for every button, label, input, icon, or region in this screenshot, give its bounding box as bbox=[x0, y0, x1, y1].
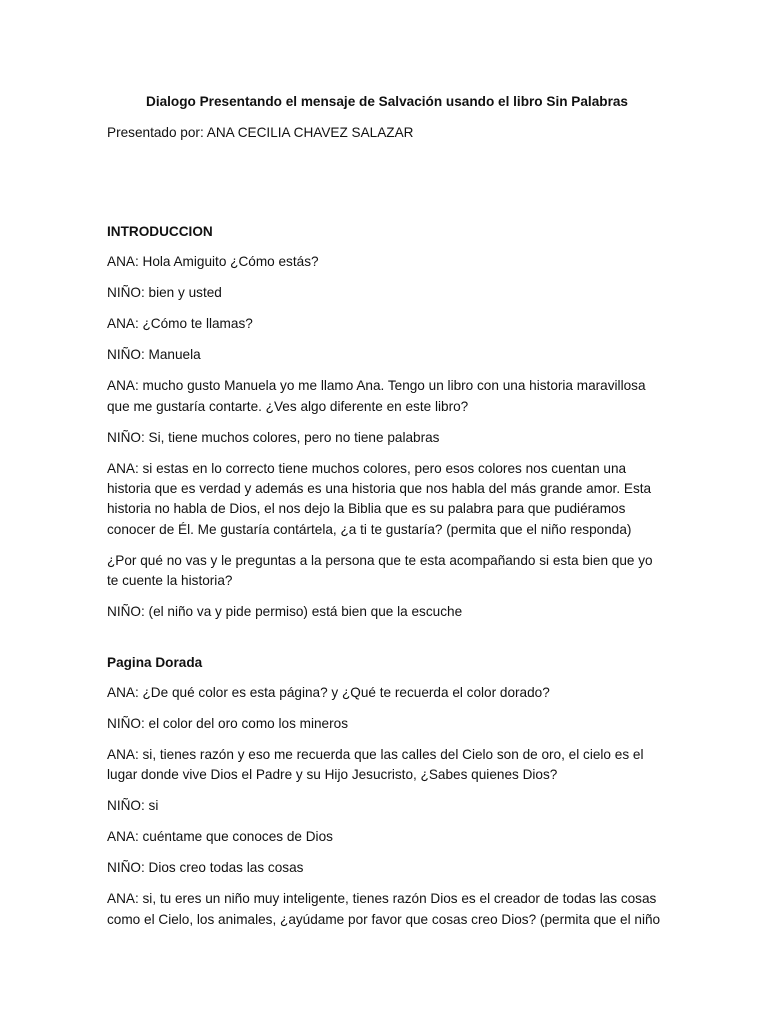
dialogue-line: ANA: ¿Cómo te llamas? bbox=[107, 316, 253, 332]
dialogue-line: NIÑO: el color del oro como los mineros bbox=[107, 716, 348, 732]
dialogue-line: ANA: cuéntame que conoces de Dios bbox=[107, 829, 333, 845]
dialogue-line: ANA: si estas en lo correcto tiene muchos colores, pero esos colores nos cuentan una historia que es verdad y además es una historia que nos habla del más grande amor. Esta historia no habla de Dios, el nos dejo la Biblia que es su palabra para que pudiéramos conocer de Él. Me gustaría contártela, ¿a ti te gustaría? (permita que el niño responda) bbox=[107, 460, 652, 537]
section-heading-introduccion: INTRODUCCION bbox=[107, 223, 213, 239]
dialogue-line: ANA: si, tu eres un niño muy inteligente, tienes razón Dios es el creador de todas las cosas como el Cielo, los animales, ¿ayúdame por favor que cosas creo Dios? (permita que el niño bbox=[107, 891, 661, 927]
dialogue-line: ANA: si, tienes razón y eso me recuerda que las calles del Cielo son de oro, el cielo es el lugar donde vive Dios el Padre y su Hijo Jesucristo, ¿Sabes quienes Dios? bbox=[107, 747, 644, 783]
document-body bbox=[107, 92, 667, 941]
dialogue-line: NIÑO: Manuela bbox=[107, 347, 201, 363]
document-title: Dialogo Presentando el mensaje de Salvación usando el libro Sin Palabras bbox=[146, 94, 628, 109]
dialogue-line: NIÑO: Dios creo todas las cosas bbox=[107, 860, 304, 876]
dialogue-line: NIÑO: bien y usted bbox=[107, 285, 222, 301]
dialogue-line: NIÑO: si bbox=[107, 798, 159, 814]
dialogue-line: ANA: mucho gusto Manuela yo me llamo Ana. Tengo un libro con una historia maravillosa que me gustaría contarte. ¿Ves algo diferente en este libro? bbox=[107, 378, 646, 414]
presenter-line: Presentado por: ANA CECILIA CHAVEZ SALAZAR bbox=[107, 125, 414, 141]
dialogue-line: NIÑO: (el niño va y pide permiso) está bien que la escuche bbox=[107, 604, 463, 620]
dialogue-line: ANA: ¿De qué color es esta página? y ¿Qué te recuerda el color dorado? bbox=[107, 685, 550, 701]
section-heading-pagina-dorada: Pagina Dorada bbox=[107, 654, 203, 670]
dialogue-line: ANA: Hola Amiguito ¿Cómo estás? bbox=[107, 254, 319, 270]
dialogue-line: NIÑO: Si, tiene muchos colores, pero no tiene palabras bbox=[107, 429, 440, 445]
dialogue-line: ¿Por qué no vas y le preguntas a la persona que te esta acompañando si esta bien que yo te cuente la historia? bbox=[107, 552, 653, 589]
